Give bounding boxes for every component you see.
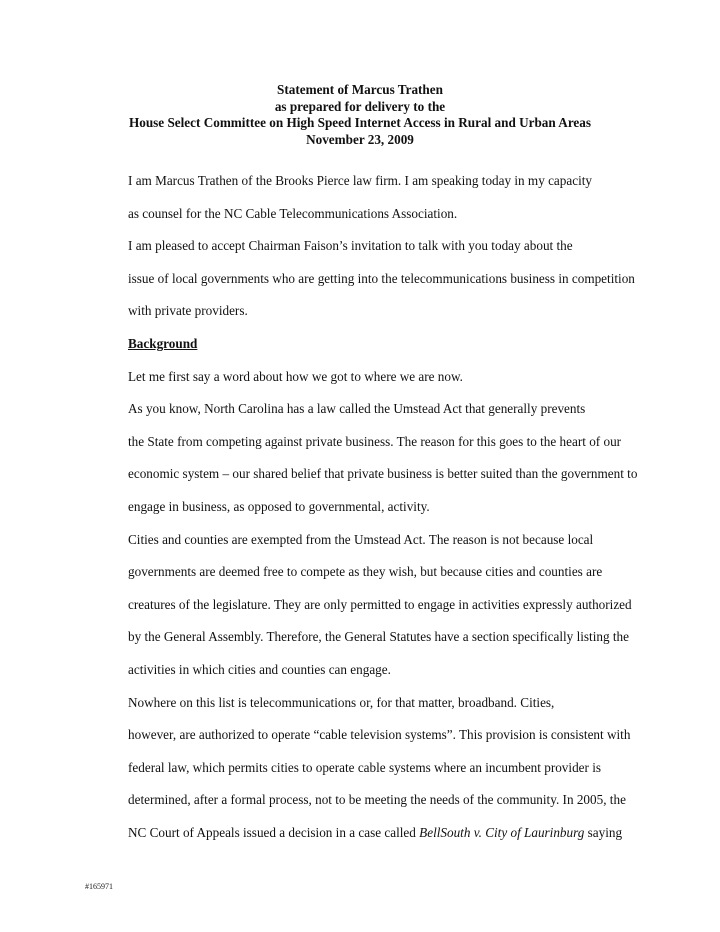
- text-line: Let me first say a word about how we got to where we are now.: [128, 368, 463, 384]
- title-delivery: as prepared for delivery to the: [274, 98, 446, 114]
- text-fragment: saying: [584, 824, 623, 840]
- text-fragment: NC Court of Appeals issued a decision in a case called: [128, 824, 420, 840]
- paragraph-umstead-act: [85, 393, 645, 523]
- text-line: Nowhere on this list is telecommunications or, for that matter, broadband. Cities,: [128, 694, 555, 710]
- text-line: governments are deemed free to compete as they wish, but because cities and counties are: [128, 564, 603, 580]
- text-line: Cities and counties are exempted from the Umstead Act. The reason is not because local: [128, 531, 594, 547]
- text-line: I am pleased to accept Chairman Faison’s invitation to talk with you today about the: [128, 238, 573, 254]
- text-line: federal law, which permits cities to operate cable systems where an incumbent provider is: [128, 759, 601, 775]
- text-line: issue of local governments who are getting into the telecommunications business in competition: [128, 270, 635, 286]
- statement-body: [85, 165, 645, 849]
- text-line: economic system – our shared belief that private business is better suited than the government to: [128, 466, 638, 482]
- text-line: determined, after a formal process, not to be meeting the needs of the community. In 2005, the: [128, 792, 626, 808]
- text-line: with private providers.: [128, 303, 248, 319]
- paragraph-introduction: [85, 165, 645, 230]
- title-speaker: Statement of Marcus Trathen: [277, 82, 443, 97]
- case-name: BellSouth v. City of Laurinburg: [419, 824, 585, 840]
- text-line: engage in business, as opposed to governmental, activity.: [128, 498, 430, 514]
- paragraph-cities-counties: [85, 524, 645, 687]
- title-committee: House Select Committee on High Speed Internet Access in Rural and Urban Areas: [128, 115, 592, 130]
- section-heading-background: Background: [128, 335, 198, 351]
- text-line: however, are authorized to operate “cable television systems”. This provision is consistent with: [128, 727, 631, 743]
- text-line: as counsel for the NC Cable Telecommunications Association.: [128, 205, 458, 221]
- text-line: activities in which cities and counties can engage.: [128, 661, 391, 677]
- text-line: As you know, North Carolina has a law called the Umstead Act that generally prevents: [128, 401, 586, 417]
- title-date: November 23, 2009: [306, 131, 414, 147]
- text-line-case-citation: [85, 817, 645, 850]
- statement-title-block: [0, 82, 720, 148]
- paragraph-telecommunications: [85, 687, 645, 850]
- paragraph-invitation: [85, 230, 645, 328]
- text-line: I am Marcus Trathen of the Brooks Pierce law firm. I am speaking today in my capacity: [128, 173, 593, 188]
- document-id: #165971: [85, 882, 113, 891]
- text-line: by the General Assembly. Therefore, the General Statutes have a section specifically listing the: [128, 629, 629, 645]
- text-line: creatures of the legislature. They are only permitted to engage in activities expressly authorized: [128, 596, 632, 612]
- text-line: the State from competing against private business. The reason for this goes to the heart of our: [128, 433, 622, 449]
- paragraph-first-word: [85, 361, 645, 394]
